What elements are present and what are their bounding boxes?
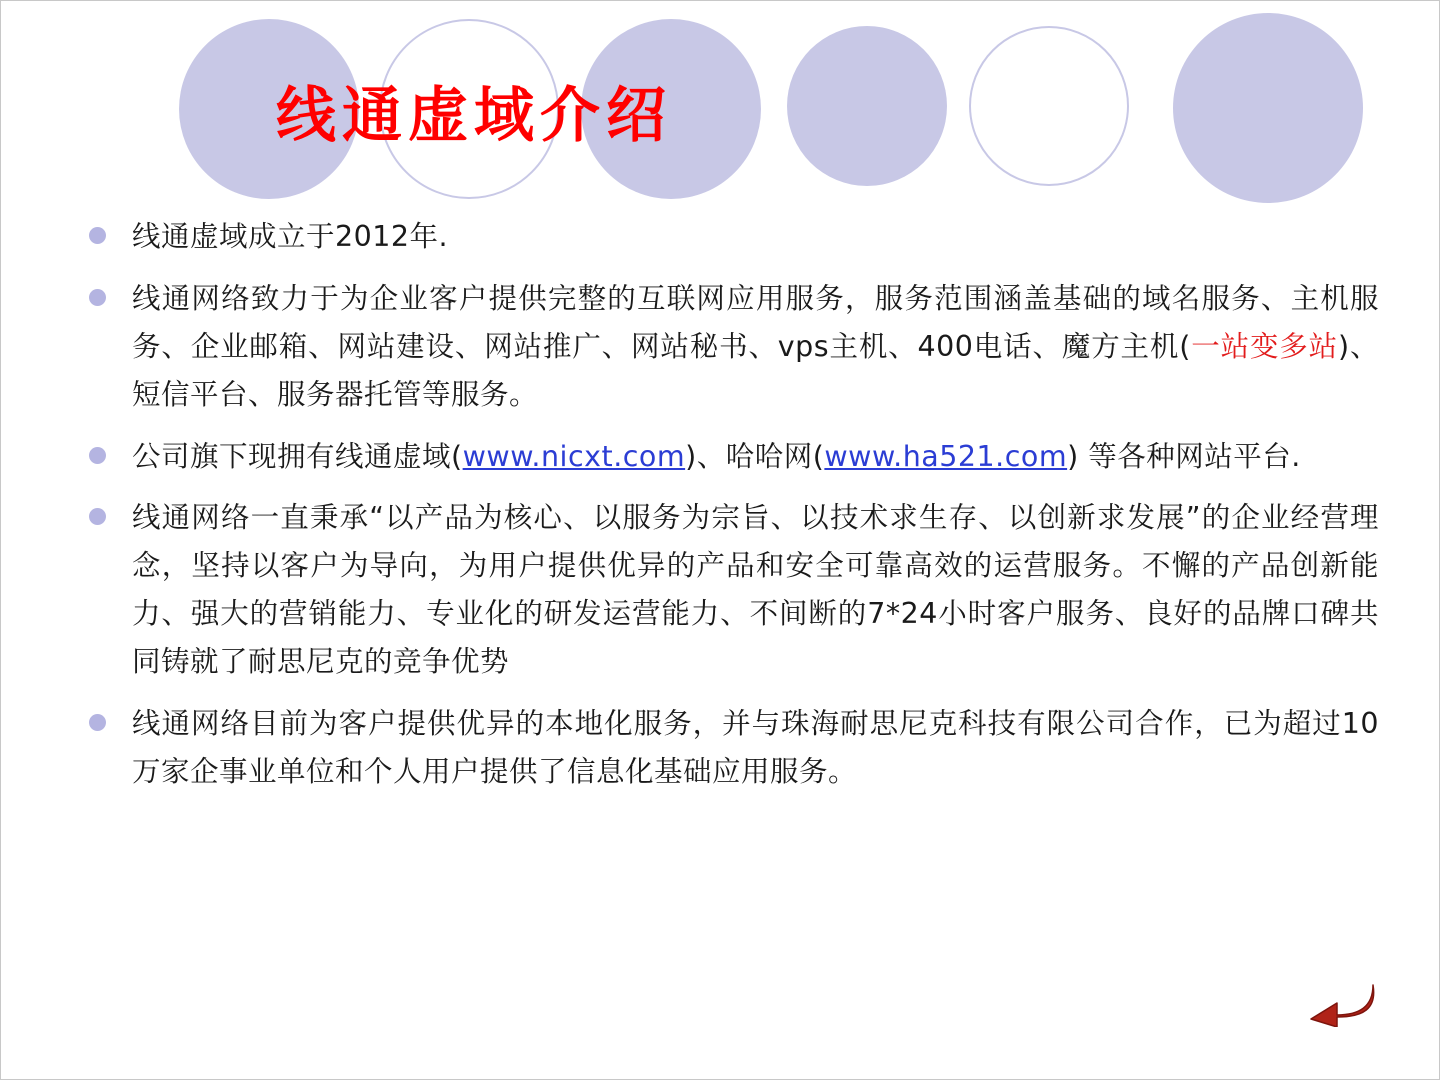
list-item [89,433,1379,481]
list-item-text: 线通网络一直秉承“以产品为核心、以服务为宗旨、以技术求生存、以创新求发展”的企业经营理念，坚持以客户为导向，为用户提供优异的产品和安全可靠高效的运营服务。不懈的产品创新能力、强大的营销能力、专业化的研发运营能力、不间断的7*24小时客户服务、良好的品牌口碑共同铸就了耐思尼克的竞争优势 [132,501,1379,678]
list-item [89,700,1379,796]
list-item-text: 线通网络致力于为企业客户提供完整的互联网应用服务，服务范围涵盖基础的域名服务、主机服务、企业邮箱、网站建设、网站推广、网站秘书、vps主机、400电话、魔方主机(一站变多站)、短信平台、服务器托管等服务。 [132,281,1379,411]
external-link[interactable]: www.nicxt.com [462,439,686,473]
decorative-circle [969,26,1129,186]
list-item-text: 线通网络目前为客户提供优异的本地化服务，并与珠海耐思尼克科技有限公司合作，已为超过10万家企事业单位和个人用户提供了信息化基础应用服务。 [132,706,1379,788]
list-item-text: 线通虚域成立于2012年. [132,220,449,253]
list-item [89,275,1379,419]
bullet-dot-icon [89,714,106,731]
bullet-list [89,213,1379,810]
bullet-dot-icon [89,227,106,244]
external-link[interactable]: www.ha521.com [824,439,1068,473]
list-item-text: 公司旗下现拥有线通虚域(www.nicxt.com)、哈哈网(www.ha521.com) 等各种网站平台. [132,439,1301,473]
return-arrow-icon[interactable] [1307,981,1377,1027]
bullet-dot-icon [89,289,106,306]
list-item [89,494,1379,686]
decorative-circle [787,26,947,186]
page-title: 线通虚域介绍 [276,81,672,151]
decorative-circle-band [1,1,1440,216]
list-item [89,213,1379,261]
bullet-dot-icon [89,447,106,464]
decorative-circle [1173,13,1363,203]
bullet-dot-icon [89,508,106,525]
highlighted-text: 一站变多站 [1190,329,1339,363]
